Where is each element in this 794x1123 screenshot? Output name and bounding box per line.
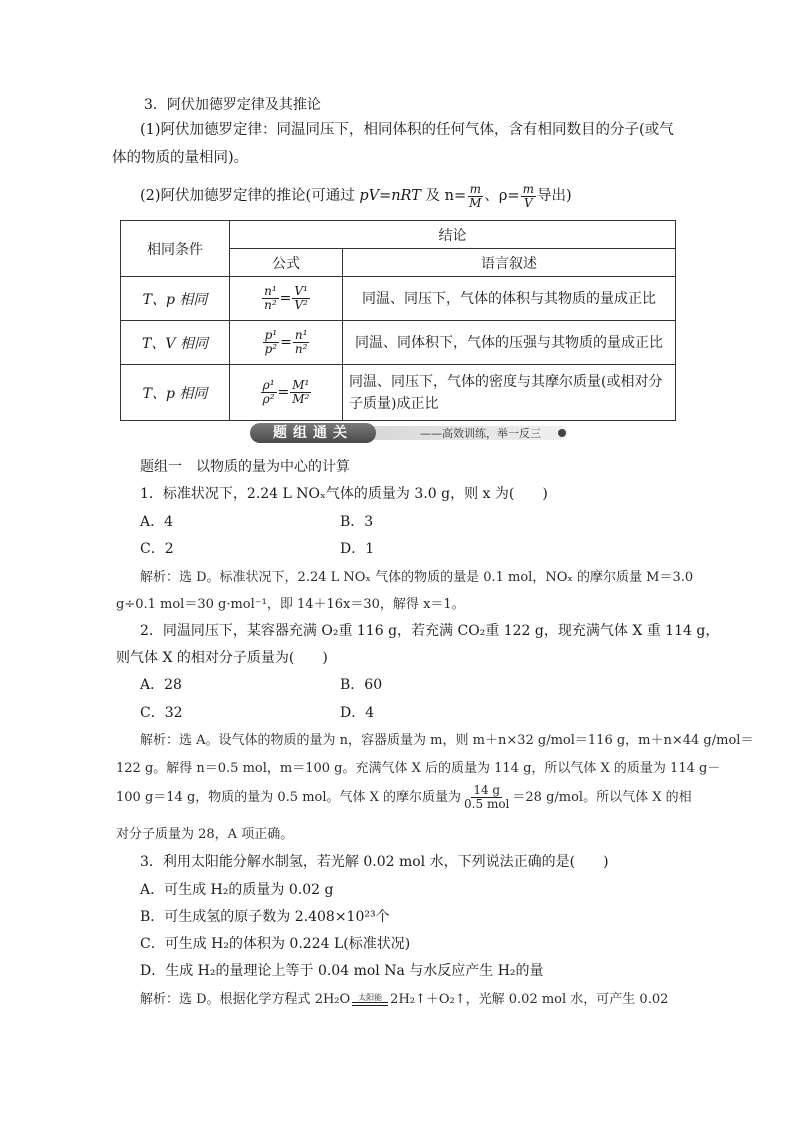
q2-analysis-line2: 122 g。解得 n＝0.5 mol，m＝100 g。充满气体 X 后的质量为 114 g，所以气体 X 的质量为 114 g－ — [116, 761, 721, 776]
reaction-condition: 太阳能 — [352, 993, 388, 1006]
q3-option-d: D．生成 H₂的量理论上等于 0.04 mol Na 与水反应产生 H₂的量 — [140, 963, 544, 979]
inference-table — [120, 220, 676, 421]
fraction-m-over-M: $\frac{m}{M}$ — [469, 181, 482, 210]
banner-label: 题组通关 — [250, 423, 376, 443]
row-formula: $\frac{\text{p¹}}{\text{p²}}$ = $\frac{\text{n¹}}{\text{n²}}$ — [230, 321, 343, 365]
q2-analysis-pre: 100 g＝14 g，物质的量为 0.5 mol。气体 X 的摩尔质量为 — [116, 790, 462, 805]
group-title: 题组一 以物质的量为中心的计算 — [140, 459, 350, 475]
q1-option-d: D．1 — [340, 541, 375, 557]
q2-option-a: A．28 — [140, 677, 182, 693]
q1-analysis-line1: 解析：选 D。标准状况下，2.24 L NOₓ 气体的物质的量是 0.1 mol，NOₓ 的摩尔质量 M＝3.0 — [140, 570, 694, 585]
q3-analysis-pre: 解析：选 D。根据化学方程式 2H₂O — [140, 992, 351, 1007]
q2-option-c: C．32 — [140, 705, 183, 721]
header-condition: 相同条件 — [121, 221, 230, 277]
q3-option-a: A．可生成 H₂的质量为 0.02 g — [140, 882, 334, 898]
q2-analysis-line4: 对分子质量为 28，A 项正确。 — [116, 827, 294, 842]
q1-option-c: C．2 — [140, 541, 174, 557]
fraction-molar-mass: $\frac{14 g}{\text{0.5 mol}}$ — [464, 783, 510, 811]
row-condition: T、p 相同 — [121, 365, 230, 421]
q2-analysis-post: ＝28 g/mol。所以气体 X 的相 — [512, 790, 692, 805]
question-1-stem: 1．标准状况下，2.24 L NOₓ气体的质量为 3.0 g，则 x 为( ) — [140, 486, 548, 502]
q2-option-b: B．60 — [340, 677, 383, 693]
question-3-stem: 3．利用太阳能分解水制氢，若光解 0.02 mol 水，下列说法正确的是( ) — [140, 854, 609, 870]
q2-analysis-line3 — [116, 784, 692, 811]
table-row — [121, 321, 676, 365]
q1-option-a: A．4 — [140, 514, 174, 530]
table-row — [121, 365, 676, 421]
section-title: 3．阿伏加德罗定律及其推论 — [144, 97, 321, 113]
practice-banner — [250, 423, 572, 443]
banner-slogan: ——高效训练，举一反三 — [420, 427, 541, 440]
row-formula: $\frac{\text{ρ¹}}{\text{ρ²}}$ = $\frac{\text{M¹}}{\text{M²}}$ — [230, 365, 343, 421]
fraction-m-over-V: $\frac{m}{V}$ — [522, 181, 534, 210]
row-condition: T、V 相同 — [121, 321, 230, 365]
header-description: 语言叙述 — [343, 249, 676, 277]
q2-analysis-line1: 解析：选 A。设气体的物质的量为 n，容器质量为 m，则 m＋n×32 g/mol＝116 g，m＋n×44 g/mol＝ — [140, 733, 754, 748]
row-condition: T、p 相同 — [121, 277, 230, 321]
header-conclusion: 结论 — [230, 221, 676, 249]
row-description: 同温、同压下，气体的密度与其摩尔质量(或相对分子质量)成正比 — [343, 365, 676, 421]
bullet-icon — [558, 429, 566, 437]
inference-text-post: 导出) — [536, 188, 572, 204]
inference-paragraph — [140, 182, 712, 210]
q1-option-b: B．3 — [340, 514, 374, 530]
question-2-stem-line2: 则气体 X 的相对分子质量为( ) — [116, 650, 328, 666]
q3-analysis-post: 2H₂↑＋O₂↑，光解 0.02 mol 水，可产生 0.02 — [390, 992, 669, 1007]
inference-text-pre: (2)阿伏加德罗定律的推论(可通过 — [140, 188, 360, 204]
row-formula: $\frac{\text{n¹}}{\text{n²}}$ = $\frac{\text{V¹}}{\text{V²}}$ — [230, 277, 343, 321]
row-description: 同温、同体积下，气体的压强与其物质的量成正比 — [343, 321, 676, 365]
inference-text-rho: 、ρ= — [484, 188, 520, 204]
ideal-gas-equation: pV=nRT — [359, 188, 421, 204]
q3-option-b: B．可生成氢的原子数为 2.408×10²³个 — [140, 909, 390, 925]
inference-text-mid: 及 n= — [420, 188, 467, 204]
q2-option-d: D．4 — [340, 705, 375, 721]
avogadro-law-paragraph — [112, 116, 684, 172]
q1-analysis-line2: g÷0.1 mol＝30 g·mol⁻¹，即 14＋16x＝30，解得 x＝1。 — [116, 597, 465, 612]
row-description: 同温、同压下，气体的体积与其物质的量成正比 — [343, 277, 676, 321]
avogadro-law-text: (1)阿伏加德罗定律：同温同压下，相同体积的任何气体，含有相同数目的分子(或气体的物质的量相同)。 — [112, 122, 674, 166]
table-row — [121, 277, 676, 321]
question-2-stem-line1: 2．同温同压下，某容器充满 O₂重 116 g，若充满 CO₂重 122 g，现充满气体 X 重 114 g， — [140, 623, 720, 639]
q3-analysis-line1 — [140, 988, 668, 1007]
q3-option-c: C．可生成 H₂的体积为 0.224 L(标准状况) — [140, 936, 411, 952]
header-formula: 公式 — [230, 249, 343, 277]
